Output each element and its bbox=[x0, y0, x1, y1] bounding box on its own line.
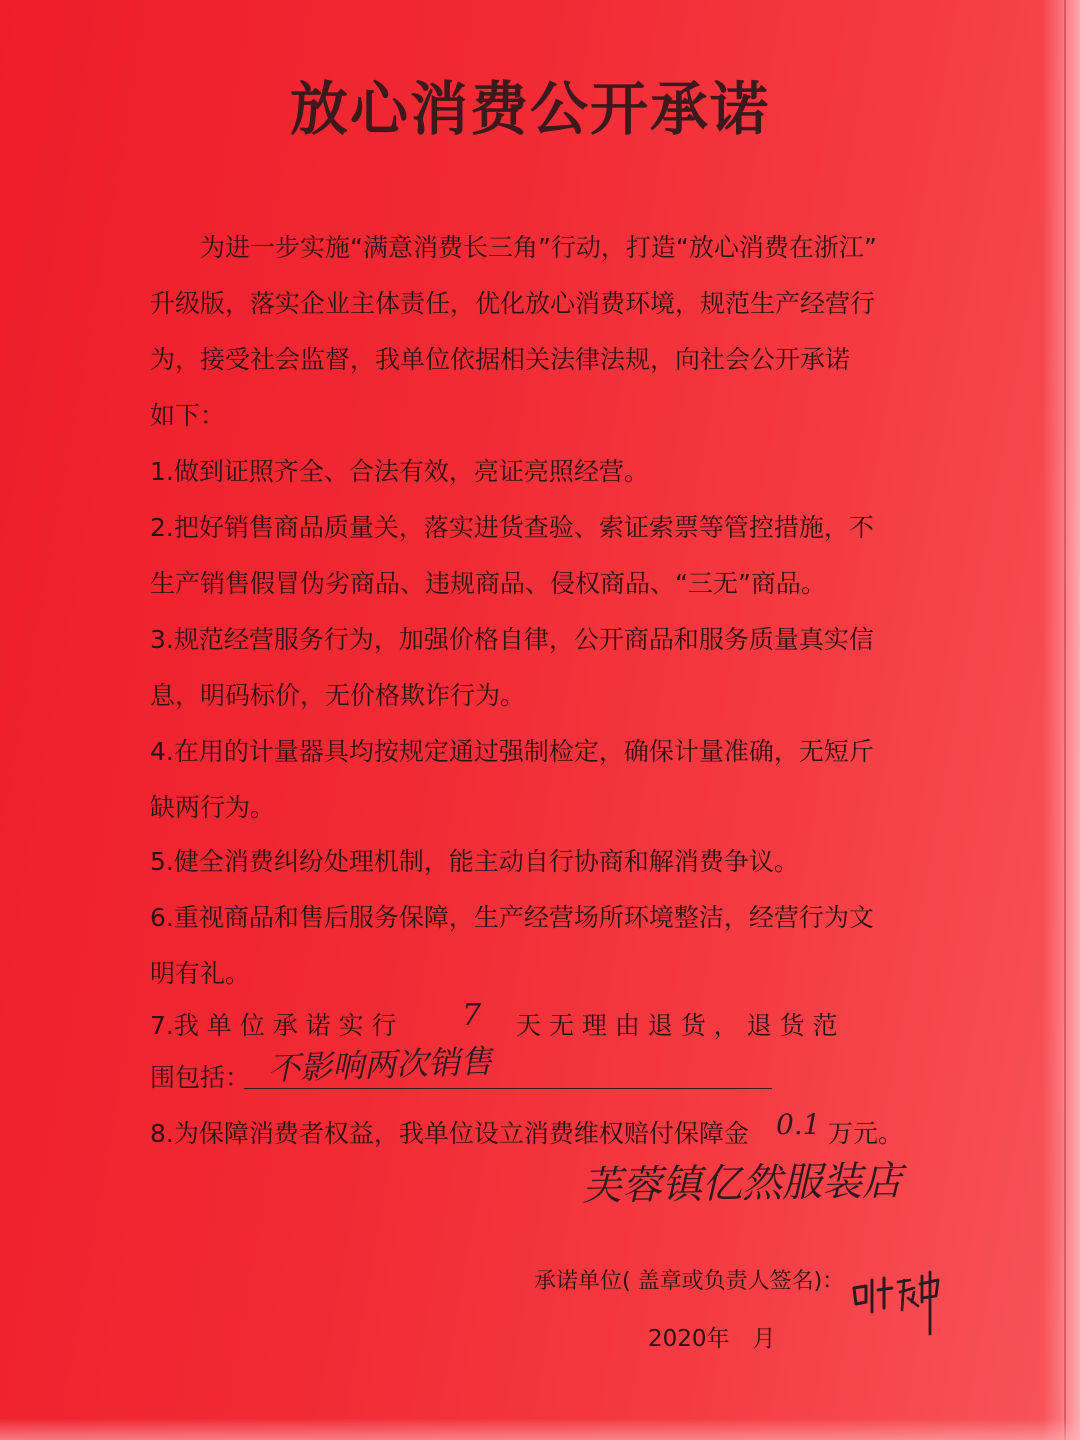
signature-label: 承诺单位( 盖章或负责人签名)： bbox=[534, 1269, 845, 1294]
commitment-item-1: 1.做到证照齐全、合法有效，亮证亮照经营。 bbox=[150, 457, 649, 486]
intro-line-1: 为进一步实施“满意消费长三角”行动，打造“放心消费在浙江” bbox=[200, 233, 877, 262]
deposit-amount-handwritten: 0.1 bbox=[776, 1108, 821, 1141]
intro-line-4: 如下： bbox=[150, 401, 226, 430]
intro-line-3: 为，接受社会监督，我单位依据相关法律法规，向社会公开承诺 bbox=[150, 345, 851, 374]
return-days-handwritten: 7 bbox=[462, 998, 482, 1033]
return-scope-underline bbox=[244, 1088, 772, 1089]
commitment-item-4-line-2: 缺两行为。 bbox=[150, 793, 276, 822]
paper-edge-line bbox=[1064, 0, 1066, 1440]
paper-bottom-edge bbox=[0, 1418, 1080, 1440]
return-scope-label: 围包括： bbox=[150, 1063, 251, 1092]
commitment-item-4-line-1: 4.在用的计量器具均按规定通过强制检定，确保计量准确，无短斤 bbox=[150, 737, 874, 766]
commitment-item-7-suffix: 天 无 理 由 退 货 ， 退 货 范 bbox=[516, 1011, 838, 1040]
commitment-item-8-prefix: 8.为保障消费者权益，我单位设立消费维权赔付保障金 bbox=[150, 1119, 749, 1148]
commitment-item-6-line-1: 6.重视商品和售后服务保障，生产经营场所环境整洁，经营行为文 bbox=[150, 903, 874, 932]
commitment-item-2-line-2: 生产销售假冒伪劣商品、违规商品、侵权商品、“三无”商品。 bbox=[150, 569, 826, 598]
paper-stack-edge bbox=[1042, 0, 1080, 1440]
commitment-item-7-prefix: 7.我 单 位 承 诺 实 行 bbox=[150, 1011, 397, 1040]
store-name-handwritten: 芙蓉镇亿然服装店 bbox=[581, 1158, 903, 1210]
return-scope-handwritten: 不影响两次销售 bbox=[267, 1042, 493, 1088]
intro-line-2: 升级版，落实企业主体责任，优化放心消费环境，规范生产经营行 bbox=[150, 289, 876, 318]
commitment-item-8-suffix: 万元。 bbox=[828, 1119, 904, 1148]
commitment-item-6-line-2: 明有礼。 bbox=[150, 959, 251, 988]
commitment-item-3-line-1: 3.规范经营服务行为，加强价格自律，公开商品和服务质量真实信 bbox=[150, 625, 874, 654]
commitment-item-5: 5.健全消费纠纷处理机制，能主动自行协商和解消费争议。 bbox=[150, 847, 799, 876]
document-title: 放心消费公开承诺 bbox=[289, 75, 770, 143]
date-line: 2020年 月 bbox=[648, 1326, 776, 1352]
signature-handwritten-mark bbox=[848, 1262, 952, 1342]
commitment-item-2-line-1: 2.把好销售商品质量关，落实进货查验、索证索票等管控措施，不 bbox=[150, 513, 874, 542]
commitment-item-3-line-2: 息，明码标价，无价格欺诈行为。 bbox=[150, 681, 526, 710]
